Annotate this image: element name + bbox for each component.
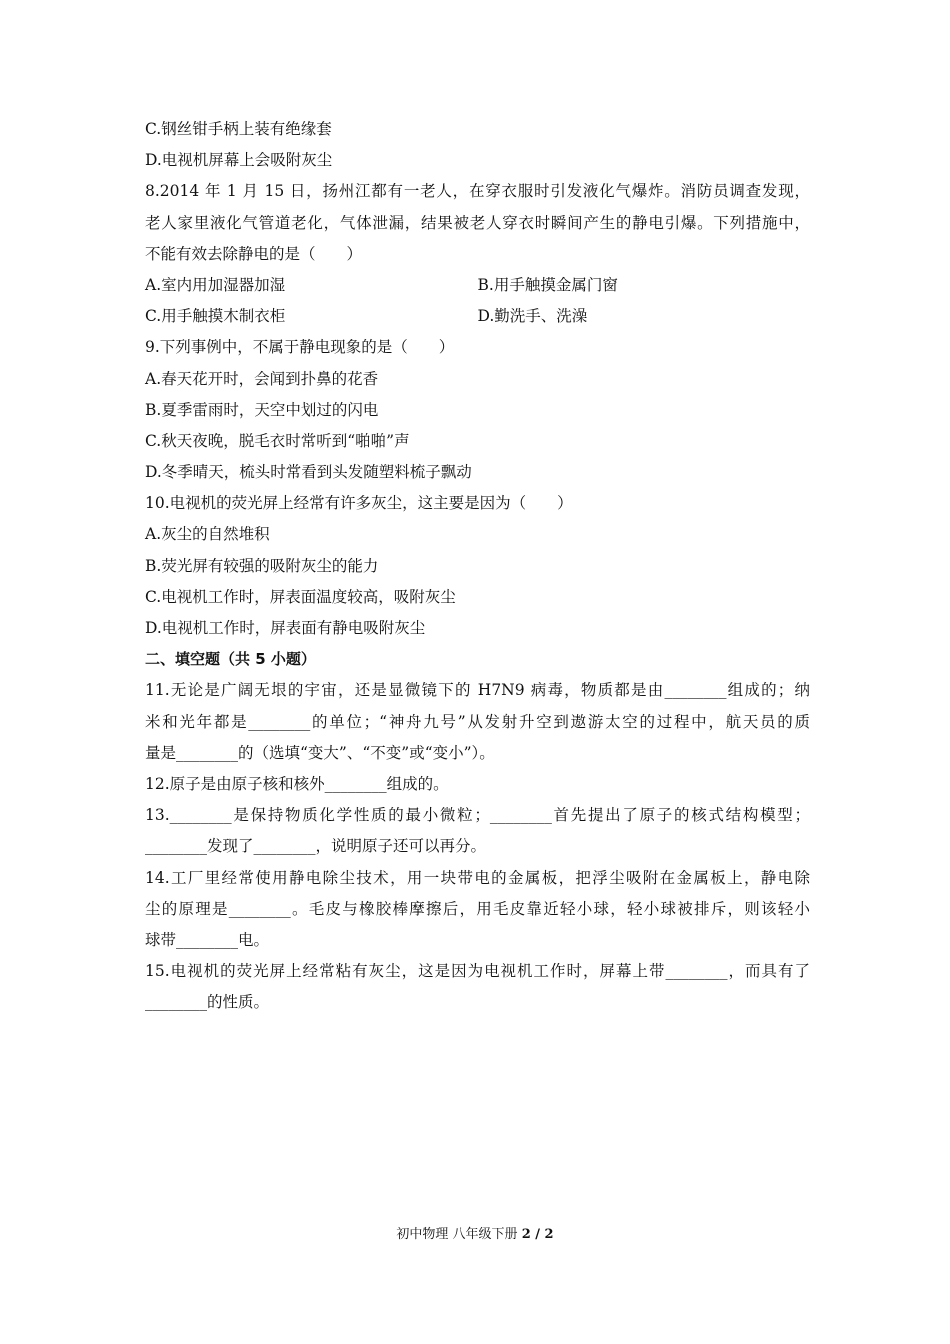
footer-course-label: 初中物理 八年级下册	[396, 1227, 518, 1242]
q9-stem: 9.下列事例中，不属于静电现象的是（ ）	[145, 338, 455, 357]
q9-option-a: A.春天花开时，会闻到扑鼻的花香	[145, 369, 379, 388]
q7-option-c: C.钢丝钳手柄上装有绝缘套	[145, 120, 332, 138]
q11-line-1: 11.无论是广阔无垠的宇宙，还是显微镜下的 H7N9 病毒，物质都是由________组成的；纳	[145, 681, 810, 700]
q15-line-2: ________的性质。	[145, 993, 270, 1012]
q11-line-3: 量是________的（选填“变大”、“不变”或“变小”）。	[145, 743, 495, 762]
q8-option-c: C.用手触摸木制衣柜	[145, 307, 286, 326]
document-body	[145, 114, 810, 1018]
q14-line-1: 14.工厂里经常使用静电除尘技术，用一块带电的金属板，把浮尘吸附在金属板上，静电除	[145, 868, 810, 887]
q11-line-2: 米和光年都是________的单位；“神舟九号”从发射升空到遨游太空的过程中，航天员的质	[145, 712, 810, 731]
section-title-fill-in: 二、填空题（共 5 小题）	[145, 650, 316, 669]
q13-line-1: 13.________是保持物质化学性质的最小微粒；________首先提出了原子的核式结构模型；	[145, 806, 810, 825]
q10-stem: 10.电视机的荧光屏上经常有许多灰尘，这主要是因为（ ）	[145, 494, 573, 513]
q9-option-d: D.冬季晴天，梳头时常看到头发随塑料梳子飘动	[145, 463, 472, 482]
q10-option-a: A.灰尘的自然堆积	[145, 525, 270, 544]
q8-stem-line-2: 老人家里液化气管道老化，气体泄漏，结果被老人穿衣时瞬间产生的静电引爆。下列措施中，	[145, 213, 810, 232]
q13-line-2: ________发现了________，说明原子还可以再分。	[145, 837, 487, 856]
q8-option-d: D.勤洗手、洗澡	[477, 307, 588, 326]
q10-option-d: D.电视机工作时，屏表面有静电吸附灰尘	[145, 619, 426, 637]
q8-stem-line-3: 不能有效去除静电的是（ ）	[145, 244, 363, 263]
page-footer	[0, 1225, 950, 1245]
q15-line-1: 15.电视机的荧光屏上经常粘有灰尘，这是因为电视机工作时，屏幕上带________，而具有了	[145, 962, 810, 981]
q12-line-1: 12.原子是由原子核和核外________组成的。	[145, 774, 449, 793]
q10-option-b: B.荧光屏有较强的吸附灰尘的能力	[145, 556, 379, 575]
q7-option-d: D.电视机屏幕上会吸附灰尘	[145, 151, 333, 170]
q8-option-b: B.用手触摸金属门窗	[477, 275, 618, 294]
footer-page-number: 2 / 2	[521, 1227, 554, 1242]
q14-line-3: 球带________电。	[145, 930, 270, 949]
q8-option-a: A.室内用加湿器加湿	[145, 275, 286, 294]
q14-line-2: 尘的原理是________。毛皮与橡胶棒摩擦后，用毛皮靠近轻小球，轻小球被排斥，则该轻小	[145, 899, 810, 918]
q10-option-c: C.电视机工作时，屏表面温度较高，吸附灰尘	[145, 587, 456, 606]
q8-options-row-1	[145, 270, 810, 301]
q9-option-c: C.秋天夜晚，脱毛衣时常听到“啪啪”声	[145, 431, 410, 450]
q9-option-b: B.夏季雷雨时，天空中划过的闪电	[145, 400, 379, 419]
q8-stem-line-1: 8.2014 年 1 月 15 日，扬州江都有一老人，在穿衣服时引发液化气爆炸。消防员调查发现，	[145, 182, 810, 201]
q8-options-row-2	[145, 301, 810, 332]
